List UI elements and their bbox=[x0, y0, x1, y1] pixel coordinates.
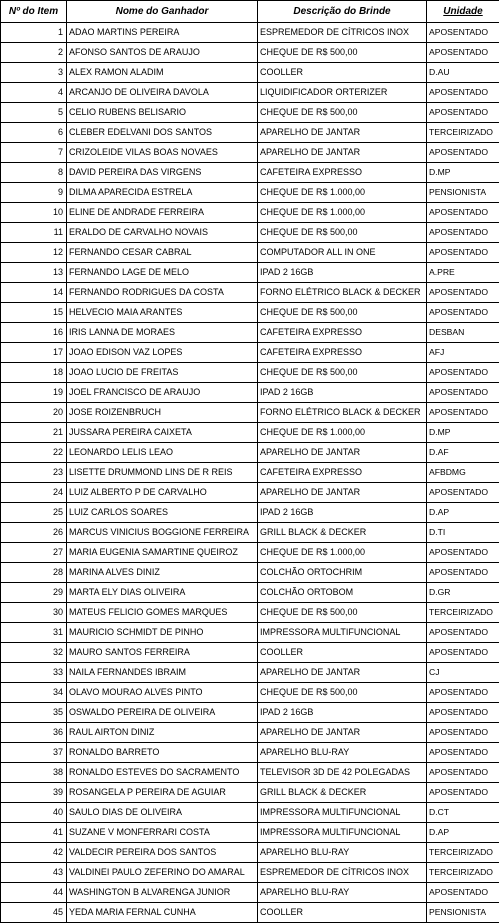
item-number-cell: 35 bbox=[1, 703, 67, 723]
gift-description-cell: APARELHO DE JANTAR bbox=[258, 723, 427, 743]
table-row bbox=[1, 643, 499, 663]
winner-name-cell: JOAO EDISON VAZ LOPES bbox=[67, 343, 258, 363]
gift-description-cell: APARELHO DE JANTAR bbox=[258, 663, 427, 683]
item-number-cell: 16 bbox=[1, 323, 67, 343]
winner-name-cell: RONALDO BARRETO bbox=[67, 743, 258, 763]
item-number-cell: 44 bbox=[1, 883, 67, 903]
table-row bbox=[1, 443, 499, 463]
gift-description-cell: CHEQUE DE R$ 1.000,00 bbox=[258, 203, 427, 223]
unit-cell: A.PRE bbox=[427, 263, 499, 283]
gift-description-cell: COOLLER bbox=[258, 643, 427, 663]
winner-name-cell: JOEL FRANCISCO DE ARAUJO bbox=[67, 383, 258, 403]
winner-name-cell: MAURO SANTOS FERREIRA bbox=[67, 643, 258, 663]
unit-cell: APOSENTADO bbox=[427, 623, 499, 643]
table-row bbox=[1, 123, 499, 143]
gift-description-cell: ESPREMEDOR DE CÍTRICOS INOX bbox=[258, 23, 427, 43]
unit-cell: APOSENTADO bbox=[427, 223, 499, 243]
table-row bbox=[1, 103, 499, 123]
unit-cell: D.MP bbox=[427, 163, 499, 183]
item-number-cell: 19 bbox=[1, 383, 67, 403]
unit-cell: D.AF bbox=[427, 443, 499, 463]
item-number-cell: 26 bbox=[1, 523, 67, 543]
winner-name-cell: CRIZOLEIDE VILAS BOAS NOVAES bbox=[67, 143, 258, 163]
gift-description-cell: CAFETEIRA EXPRESSO bbox=[258, 343, 427, 363]
gift-description-cell: COMPUTADOR ALL IN ONE bbox=[258, 243, 427, 263]
gift-description-cell: GRILL BLACK & DECKER bbox=[258, 523, 427, 543]
gift-description-cell: CHEQUE DE R$ 1.000,00 bbox=[258, 543, 427, 563]
winner-name-cell: MARCUS VINICIUS BOGGIONE FERREIRA bbox=[67, 523, 258, 543]
unit-cell: APOSENTADO bbox=[427, 563, 499, 583]
winner-name-cell: VALDECIR PEREIRA DOS SANTOS bbox=[67, 843, 258, 863]
item-number-cell: 7 bbox=[1, 143, 67, 163]
unit-cell: APOSENTADO bbox=[427, 883, 499, 903]
winner-name-cell: ADAO MARTINS PEREIRA bbox=[67, 23, 258, 43]
item-number-cell: 43 bbox=[1, 863, 67, 883]
gift-description-cell: ESPREMEDOR DE CÍTRICOS INOX bbox=[258, 863, 427, 883]
unit-cell: APOSENTADO bbox=[427, 303, 499, 323]
unit-cell: D.MP bbox=[427, 423, 499, 443]
gift-description-cell: CAFETEIRA EXPRESSO bbox=[258, 323, 427, 343]
winner-name-cell: WASHINGTON B ALVARENGA JUNIOR bbox=[67, 883, 258, 903]
table-row bbox=[1, 203, 499, 223]
unit-cell: D.CT bbox=[427, 803, 499, 823]
winner-name-cell: FERNANDO RODRIGUES DA COSTA bbox=[67, 283, 258, 303]
winner-name-cell: JUSSARA PEREIRA CAIXETA bbox=[67, 423, 258, 443]
item-number-cell: 18 bbox=[1, 363, 67, 383]
item-number-cell: 31 bbox=[1, 623, 67, 643]
item-number-cell: 8 bbox=[1, 163, 67, 183]
table-row bbox=[1, 323, 499, 343]
table-row bbox=[1, 683, 499, 703]
item-number-cell: 32 bbox=[1, 643, 67, 663]
item-number-cell: 17 bbox=[1, 343, 67, 363]
item-number-cell: 36 bbox=[1, 723, 67, 743]
table-row bbox=[1, 183, 499, 203]
winner-name-cell: ARCANJO DE OLIVEIRA DAVOLA bbox=[67, 83, 258, 103]
table-row bbox=[1, 663, 499, 683]
winner-name-cell: ROSANGELA P PEREIRA DE AGUIAR bbox=[67, 783, 258, 803]
winner-name-cell: LISETTE DRUMMOND LINS DE R REIS bbox=[67, 463, 258, 483]
gift-description-cell: CHEQUE DE R$ 500,00 bbox=[258, 683, 427, 703]
item-number-cell: 6 bbox=[1, 123, 67, 143]
item-number-cell: 4 bbox=[1, 83, 67, 103]
table-row bbox=[1, 163, 499, 183]
table-row bbox=[1, 463, 499, 483]
header-row bbox=[1, 1, 499, 23]
unit-cell: TERCEIRIZADO bbox=[427, 843, 499, 863]
item-number-cell: 11 bbox=[1, 223, 67, 243]
gift-description-cell: IMPRESSORA MULTIFUNCIONAL bbox=[258, 623, 427, 643]
unit-cell: TERCEIRIZADO bbox=[427, 123, 499, 143]
winner-name-cell: SUZANE V MONFERRARI COSTA bbox=[67, 823, 258, 843]
table-body bbox=[1, 23, 499, 923]
gift-description-cell: FORNO ELÉTRICO BLACK & DECKER bbox=[258, 403, 427, 423]
unit-cell: APOSENTADO bbox=[427, 243, 499, 263]
gift-description-cell: CHEQUE DE R$ 500,00 bbox=[258, 603, 427, 623]
gift-description-cell: APARELHO DE JANTAR bbox=[258, 443, 427, 463]
table-row bbox=[1, 763, 499, 783]
table-row bbox=[1, 723, 499, 743]
table-row bbox=[1, 303, 499, 323]
unit-cell: APOSENTADO bbox=[427, 723, 499, 743]
gift-description-cell: TELEVISOR 3D DE 42 POLEGADAS bbox=[258, 763, 427, 783]
item-number-cell: 34 bbox=[1, 683, 67, 703]
item-number-cell: 10 bbox=[1, 203, 67, 223]
header-gift-description: Descrição do Brinde bbox=[258, 1, 427, 23]
gift-description-cell: GRILL BLACK & DECKER bbox=[258, 783, 427, 803]
unit-cell: APOSENTADO bbox=[427, 23, 499, 43]
winner-name-cell: RONALDO ESTEVES DO SACRAMENTO bbox=[67, 763, 258, 783]
item-number-cell: 21 bbox=[1, 423, 67, 443]
item-number-cell: 23 bbox=[1, 463, 67, 483]
gift-description-cell: APARELHO DE JANTAR bbox=[258, 123, 427, 143]
winner-name-cell: OSWALDO PEREIRA DE OLIVEIRA bbox=[67, 703, 258, 723]
winner-name-cell: FERNANDO LAGE DE MELO bbox=[67, 263, 258, 283]
table-row bbox=[1, 903, 499, 923]
table-row bbox=[1, 503, 499, 523]
winner-name-cell: DAVID PEREIRA DAS VIRGENS bbox=[67, 163, 258, 183]
item-number-cell: 13 bbox=[1, 263, 67, 283]
gift-description-cell: COOLLER bbox=[258, 63, 427, 83]
gift-description-cell: COLCHÃO ORTOCHRIM bbox=[258, 563, 427, 583]
gift-description-cell: CAFETEIRA EXPRESSO bbox=[258, 163, 427, 183]
item-number-cell: 29 bbox=[1, 583, 67, 603]
table-row bbox=[1, 823, 499, 843]
item-number-cell: 14 bbox=[1, 283, 67, 303]
winner-name-cell: JOAO LUCIO DE FREITAS bbox=[67, 363, 258, 383]
table-row bbox=[1, 43, 499, 63]
table-row bbox=[1, 223, 499, 243]
table-row bbox=[1, 263, 499, 283]
unit-cell: APOSENTADO bbox=[427, 143, 499, 163]
winner-name-cell: NAILA FERNANDES IBRAIM bbox=[67, 663, 258, 683]
gift-description-cell: APARELHO DE JANTAR bbox=[258, 143, 427, 163]
unit-cell: D.AP bbox=[427, 823, 499, 843]
item-number-cell: 30 bbox=[1, 603, 67, 623]
gift-description-cell: CHEQUE DE R$ 500,00 bbox=[258, 43, 427, 63]
table-row bbox=[1, 363, 499, 383]
table-row bbox=[1, 343, 499, 363]
table-row bbox=[1, 483, 499, 503]
unit-cell: APOSENTADO bbox=[427, 203, 499, 223]
gift-description-cell: CHEQUE DE R$ 500,00 bbox=[258, 363, 427, 383]
winner-name-cell: CELIO RUBENS BELISARIO bbox=[67, 103, 258, 123]
table-row bbox=[1, 543, 499, 563]
winner-name-cell: OLAVO MOURAO ALVES PINTO bbox=[67, 683, 258, 703]
item-number-cell: 9 bbox=[1, 183, 67, 203]
winner-name-cell: MATEUS FELICIO GOMES MARQUES bbox=[67, 603, 258, 623]
unit-cell: APOSENTADO bbox=[427, 383, 499, 403]
unit-cell: DESBAN bbox=[427, 323, 499, 343]
table-row bbox=[1, 783, 499, 803]
header-unit: Unidade bbox=[427, 1, 499, 23]
item-number-cell: 37 bbox=[1, 743, 67, 763]
winner-name-cell: MAURICIO SCHMIDT DE PINHO bbox=[67, 623, 258, 643]
item-number-cell: 3 bbox=[1, 63, 67, 83]
table-row bbox=[1, 83, 499, 103]
winner-name-cell: LUIZ ALBERTO P DE CARVALHO bbox=[67, 483, 258, 503]
winner-name-cell: MARINA ALVES DINIZ bbox=[67, 563, 258, 583]
table-row bbox=[1, 563, 499, 583]
gift-description-cell: IPAD 2 16GB bbox=[258, 383, 427, 403]
unit-cell: APOSENTADO bbox=[427, 43, 499, 63]
gift-description-cell: FORNO ELÉTRICO BLACK & DECKER bbox=[258, 283, 427, 303]
unit-cell: APOSENTADO bbox=[427, 703, 499, 723]
item-number-cell: 24 bbox=[1, 483, 67, 503]
gift-description-cell: IPAD 2 16GB bbox=[258, 263, 427, 283]
item-number-cell: 12 bbox=[1, 243, 67, 263]
item-number-cell: 33 bbox=[1, 663, 67, 683]
table-row bbox=[1, 423, 499, 443]
gift-description-cell: CHEQUE DE R$ 500,00 bbox=[258, 223, 427, 243]
unit-cell: APOSENTADO bbox=[427, 683, 499, 703]
item-number-cell: 5 bbox=[1, 103, 67, 123]
unit-cell: PENSIONISTA bbox=[427, 183, 499, 203]
winner-name-cell: ALEX RAMON ALADIM bbox=[67, 63, 258, 83]
gift-description-cell: CHEQUE DE R$ 500,00 bbox=[258, 303, 427, 323]
gift-description-cell: CAFETEIRA EXPRESSO bbox=[258, 463, 427, 483]
gift-description-cell: LIQUIDIFICADOR ORTERIZER bbox=[258, 83, 427, 103]
winner-name-cell: DILMA APARECIDA ESTRELA bbox=[67, 183, 258, 203]
unit-cell: APOSENTADO bbox=[427, 783, 499, 803]
item-number-cell: 2 bbox=[1, 43, 67, 63]
table-row bbox=[1, 623, 499, 643]
table-row bbox=[1, 863, 499, 883]
gift-description-cell: APARELHO BLU-RAY bbox=[258, 843, 427, 863]
item-number-cell: 38 bbox=[1, 763, 67, 783]
unit-cell: D.AU bbox=[427, 63, 499, 83]
gift-description-cell: IPAD 2 16GB bbox=[258, 703, 427, 723]
gift-description-cell: CHEQUE DE R$ 1.000,00 bbox=[258, 183, 427, 203]
unit-cell: APOSENTADO bbox=[427, 763, 499, 783]
unit-cell: TERCEIRIZADO bbox=[427, 863, 499, 883]
table-row bbox=[1, 63, 499, 83]
table-row bbox=[1, 243, 499, 263]
item-number-cell: 20 bbox=[1, 403, 67, 423]
table-row bbox=[1, 383, 499, 403]
item-number-cell: 15 bbox=[1, 303, 67, 323]
winner-name-cell: ELINE DE ANDRADE FERREIRA bbox=[67, 203, 258, 223]
gift-description-cell: CHEQUE DE R$ 500,00 bbox=[258, 103, 427, 123]
gift-description-cell: APARELHO DE JANTAR bbox=[258, 483, 427, 503]
gift-description-cell: IPAD 2 16GB bbox=[258, 503, 427, 523]
unit-cell: APOSENTADO bbox=[427, 403, 499, 423]
table-row bbox=[1, 523, 499, 543]
table-row bbox=[1, 143, 499, 163]
gift-description-cell: CHEQUE DE R$ 1.000,00 bbox=[258, 423, 427, 443]
item-number-cell: 1 bbox=[1, 23, 67, 43]
unit-cell: PENSIONISTA bbox=[427, 903, 499, 923]
item-number-cell: 22 bbox=[1, 443, 67, 463]
unit-cell: D.GR bbox=[427, 583, 499, 603]
table-row bbox=[1, 703, 499, 723]
item-number-cell: 40 bbox=[1, 803, 67, 823]
winner-name-cell: HELVECIO MAIA ARANTES bbox=[67, 303, 258, 323]
table-row bbox=[1, 803, 499, 823]
winner-name-cell: IRIS LANNA DE MORAES bbox=[67, 323, 258, 343]
winner-name-cell: CLEBER EDELVANI DOS SANTOS bbox=[67, 123, 258, 143]
winner-name-cell: FERNANDO CESAR CABRAL bbox=[67, 243, 258, 263]
unit-cell: APOSENTADO bbox=[427, 643, 499, 663]
winner-name-cell: MARIA EUGENIA SAMARTINE QUEIROZ bbox=[67, 543, 258, 563]
item-number-cell: 28 bbox=[1, 563, 67, 583]
item-number-cell: 45 bbox=[1, 903, 67, 923]
item-number-cell: 41 bbox=[1, 823, 67, 843]
unit-cell: TERCEIRIZADO bbox=[427, 603, 499, 623]
table-row bbox=[1, 403, 499, 423]
winner-name-cell: LUIZ CARLOS SOARES bbox=[67, 503, 258, 523]
winner-name-cell: SAULO DIAS DE OLIVEIRA bbox=[67, 803, 258, 823]
gift-description-cell: APARELHO BLU-RAY bbox=[258, 743, 427, 763]
unit-cell: D.TI bbox=[427, 523, 499, 543]
unit-cell: CJ bbox=[427, 663, 499, 683]
item-number-cell: 42 bbox=[1, 843, 67, 863]
winner-name-cell: MARTA ELY DIAS OLIVEIRA bbox=[67, 583, 258, 603]
header-item-number: Nº do Item bbox=[1, 1, 67, 23]
gift-description-cell: IMPRESSORA MULTIFUNCIONAL bbox=[258, 803, 427, 823]
unit-cell: APOSENTADO bbox=[427, 283, 499, 303]
table-row bbox=[1, 883, 499, 903]
gift-description-cell: COOLLER bbox=[258, 903, 427, 923]
table-row bbox=[1, 843, 499, 863]
item-number-cell: 27 bbox=[1, 543, 67, 563]
unit-cell: APOSENTADO bbox=[427, 83, 499, 103]
item-number-cell: 39 bbox=[1, 783, 67, 803]
unit-cell: AFBDMG bbox=[427, 463, 499, 483]
unit-cell: APOSENTADO bbox=[427, 743, 499, 763]
table-row bbox=[1, 23, 499, 43]
winner-name-cell: VALDINEI PAULO ZEFERINO DO AMARAL bbox=[67, 863, 258, 883]
gift-description-cell: APARELHO BLU-RAY bbox=[258, 883, 427, 903]
unit-cell: APOSENTADO bbox=[427, 543, 499, 563]
winner-name-cell: RAUL AIRTON DINIZ bbox=[67, 723, 258, 743]
table-row bbox=[1, 743, 499, 763]
unit-cell: APOSENTADO bbox=[427, 363, 499, 383]
gift-description-cell: COLCHÃO ORTOBOM bbox=[258, 583, 427, 603]
gift-description-cell: IMPRESSORA MULTIFUNCIONAL bbox=[258, 823, 427, 843]
unit-cell: AFJ bbox=[427, 343, 499, 363]
winner-name-cell: LEONARDO LELIS LEAO bbox=[67, 443, 258, 463]
item-number-cell: 25 bbox=[1, 503, 67, 523]
header-winner-name: Nome do Ganhador bbox=[67, 1, 258, 23]
table-header bbox=[1, 1, 499, 23]
winner-name-cell: ERALDO DE CARVALHO NOVAIS bbox=[67, 223, 258, 243]
table-row bbox=[1, 583, 499, 603]
winner-name-cell: AFONSO SANTOS DE ARAUJO bbox=[67, 43, 258, 63]
table-row bbox=[1, 283, 499, 303]
winner-name-cell: YEDA MARIA FERNAL CUNHA bbox=[67, 903, 258, 923]
unit-cell: D.AP bbox=[427, 503, 499, 523]
unit-cell: APOSENTADO bbox=[427, 103, 499, 123]
winner-name-cell: JOSE ROIZENBRUCH bbox=[67, 403, 258, 423]
table-row bbox=[1, 603, 499, 623]
unit-cell: APOSENTADO bbox=[427, 483, 499, 503]
